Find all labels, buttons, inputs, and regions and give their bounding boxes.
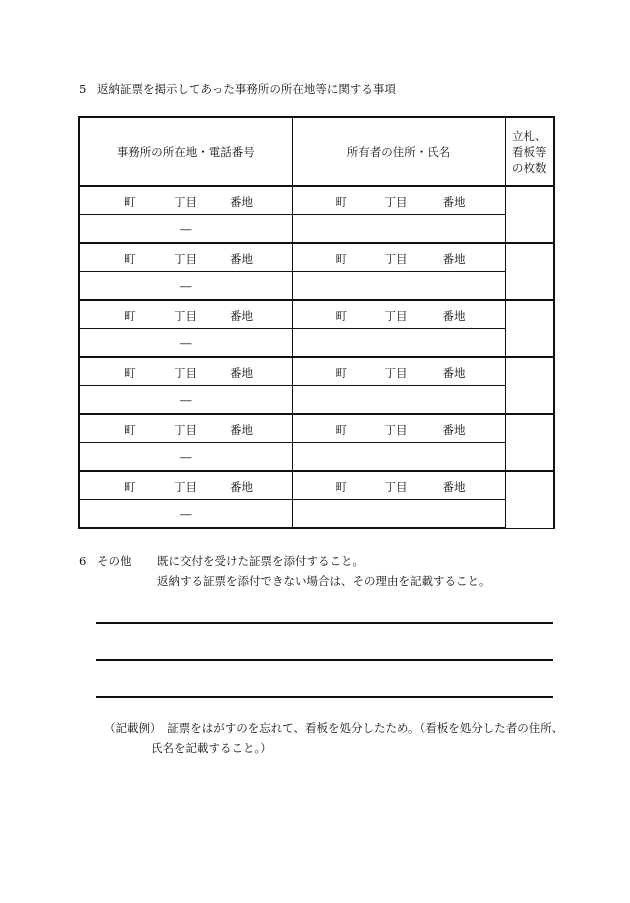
table-row-address	[79, 186, 554, 215]
owner-name-cell[interactable]	[292, 500, 505, 529]
office-phone-cell[interactable]	[79, 215, 292, 244]
office-cho-label: 町	[124, 480, 136, 494]
office-banchi-label: 番地	[230, 423, 253, 437]
office-chome-label: 丁目	[174, 366, 197, 380]
example-note-line-2: 氏名を記載すること。）	[151, 741, 272, 755]
owner-name-cell[interactable]	[292, 272, 505, 301]
owner-cho-label: 町	[335, 309, 347, 323]
office-cho-label: 町	[124, 195, 136, 209]
office-chome-label: 丁目	[174, 480, 197, 494]
office-address-cell[interactable]	[79, 243, 292, 272]
office-banchi-label: 番地	[230, 252, 253, 266]
table-header-row	[79, 117, 554, 186]
office-chome-label: 丁目	[174, 195, 197, 209]
phone-dash: ―	[180, 335, 192, 350]
example-note-line-1: （記載例） 証票をはがすのを忘れて、看板を処分したため。（看板を処分した者の住所、	[104, 721, 564, 735]
owner-banchi-label: 番地	[442, 195, 466, 209]
office-phone-cell[interactable]	[79, 386, 292, 415]
owner-chome-label: 丁目	[384, 480, 408, 494]
office-address-cell[interactable]	[79, 300, 292, 329]
owner-cho-label: 町	[335, 366, 347, 380]
owner-chome-label: 丁目	[384, 309, 408, 323]
office-cho-label: 町	[124, 309, 136, 323]
office-address-cell[interactable]	[79, 186, 292, 215]
reason-writing-line-3[interactable]	[96, 696, 553, 698]
office-banchi-label: 番地	[230, 480, 253, 494]
office-cho-label: 町	[124, 252, 136, 266]
owner-cho-label: 町	[335, 252, 347, 266]
header-sign-count-line-3: の枚数	[512, 160, 547, 175]
table-row-phone-name	[79, 500, 554, 529]
reason-writing-line-2[interactable]	[96, 659, 553, 661]
owner-address-cell[interactable]	[292, 357, 505, 386]
owner-banchi-label: 番地	[442, 252, 466, 266]
table-row-address	[79, 243, 554, 272]
phone-dash: ―	[180, 506, 192, 521]
table-row-phone-name	[79, 443, 554, 472]
table-row-address	[79, 300, 554, 329]
owner-address-cell[interactable]	[292, 300, 505, 329]
section-6-text-2: 返納する証票を添付できない場合は、その理由を記載すること。	[157, 574, 491, 588]
table-row-address	[79, 357, 554, 386]
owner-name-cell[interactable]	[292, 329, 505, 358]
owner-name-cell[interactable]	[292, 386, 505, 415]
table-row-address	[79, 471, 554, 500]
header-sign-count-line-1: 立札、	[512, 128, 547, 143]
header-office-location: 事務所の所在地・電話番号	[79, 117, 292, 186]
table-row-address	[79, 414, 554, 443]
returned-certificate-office-table	[78, 116, 555, 529]
owner-banchi-label: 番地	[442, 309, 466, 323]
table-row-phone-name	[79, 329, 554, 358]
office-cho-label: 町	[124, 366, 136, 380]
owner-chome-label: 丁目	[384, 195, 408, 209]
section-6-text-1: 既に交付を受けた証票を添付すること。	[157, 554, 364, 568]
section-5-number: 5	[79, 82, 87, 96]
table-row-phone-name	[79, 215, 554, 244]
office-phone-cell[interactable]	[79, 329, 292, 358]
header-sign-count-line-2: 看板等	[512, 144, 547, 159]
office-banchi-label: 番地	[230, 195, 253, 209]
owner-cho-label: 町	[335, 480, 347, 494]
office-address-cell[interactable]	[79, 471, 292, 500]
section-6-number: 6	[79, 554, 87, 568]
office-chome-label: 丁目	[174, 309, 197, 323]
owner-name-cell[interactable]	[292, 443, 505, 472]
sign-count-cell[interactable]	[505, 357, 554, 414]
reason-writing-line-1[interactable]	[96, 622, 553, 624]
office-phone-cell[interactable]	[79, 272, 292, 301]
phone-dash: ―	[180, 278, 192, 293]
owner-chome-label: 丁目	[384, 366, 408, 380]
phone-dash: ―	[180, 221, 192, 236]
owner-chome-label: 丁目	[384, 423, 408, 437]
header-owner: 所有者の住所・氏名	[292, 117, 505, 186]
owner-address-cell[interactable]	[292, 414, 505, 443]
owner-cho-label: 町	[335, 195, 347, 209]
sign-count-cell[interactable]	[505, 300, 554, 357]
office-banchi-label: 番地	[230, 366, 253, 380]
sign-count-cell[interactable]	[505, 186, 554, 243]
sign-count-cell[interactable]	[505, 471, 554, 528]
owner-name-cell[interactable]	[292, 215, 505, 244]
office-phone-cell[interactable]	[79, 443, 292, 472]
office-chome-label: 丁目	[174, 423, 197, 437]
office-chome-label: 丁目	[174, 252, 197, 266]
owner-banchi-label: 番地	[442, 480, 466, 494]
office-address-cell[interactable]	[79, 414, 292, 443]
owner-banchi-label: 番地	[442, 423, 466, 437]
section-6-label: その他	[97, 554, 132, 568]
section-5-title	[79, 81, 396, 97]
table-body	[79, 186, 554, 528]
phone-dash: ―	[180, 392, 192, 407]
phone-dash: ―	[180, 449, 192, 464]
section-6-line-1	[79, 553, 364, 569]
owner-chome-label: 丁目	[384, 252, 408, 266]
owner-cho-label: 町	[335, 423, 347, 437]
sign-count-cell[interactable]	[505, 243, 554, 300]
owner-address-cell[interactable]	[292, 243, 505, 272]
office-cho-label: 町	[124, 423, 136, 437]
section-5-text: 返納証票を掲示してあった事務所の所在地等に関する事項	[97, 82, 396, 96]
owner-address-cell[interactable]	[292, 186, 505, 215]
header-sign-count	[505, 117, 554, 186]
table-row-phone-name	[79, 386, 554, 415]
office-banchi-label: 番地	[230, 309, 253, 323]
owner-address-cell[interactable]	[292, 471, 505, 500]
sign-count-cell[interactable]	[505, 414, 554, 471]
owner-banchi-label: 番地	[442, 366, 466, 380]
table-row-phone-name	[79, 272, 554, 301]
office-address-cell[interactable]	[79, 357, 292, 386]
office-phone-cell[interactable]	[79, 500, 292, 529]
